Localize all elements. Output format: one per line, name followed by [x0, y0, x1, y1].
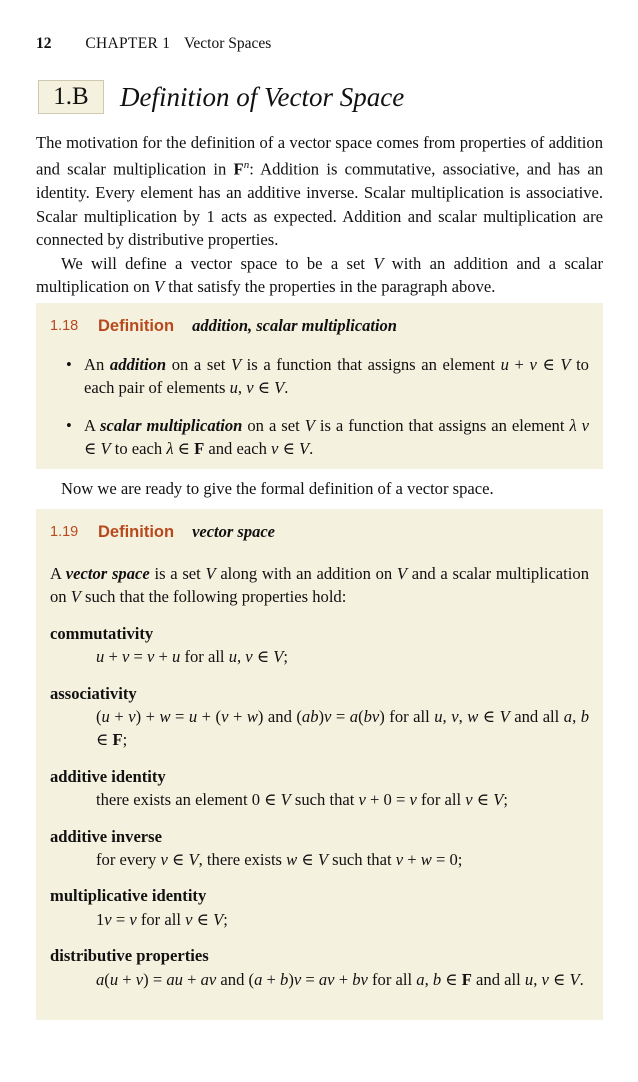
- property-text: (u + v) + w = u + (v + w) and (ab)v = a(bv) for all u, v, w ∈ V and all a, b ∈ F;: [96, 707, 590, 750]
- property-text: 1v = v for all v ∈ V;: [96, 909, 228, 929]
- bullet-text: A scalar multiplication on a set V is a function that assigns an element λ v ∈ V to each λ ∈ F and each v ∈ V.: [84, 415, 589, 459]
- definition-bullet-addition: [50, 353, 589, 400]
- property-additive-inverse: [50, 825, 589, 872]
- property-name: associativity: [50, 683, 137, 703]
- definition-topic: vector space: [192, 522, 275, 541]
- bullet-text: An addition on a set V is a function that assigns an element u + v ∈ V to each pair of elements u, v ∈ V.: [84, 355, 589, 398]
- property-text: u + v = v + u for all u, v ∈ V;: [96, 647, 289, 667]
- definition-bullet-scalar: [50, 414, 589, 461]
- transition-text: Now we are ready to give the formal definition of a vector space.: [61, 479, 494, 498]
- definition-topic: addition, scalar multiplication: [192, 316, 397, 335]
- property-commutativity: [50, 622, 589, 669]
- property-additive-identity: [50, 765, 589, 812]
- property-text: a(u + v) = au + av and (a + b)v = av + bv for all a, b ∈ F and all u, v ∈ V.: [96, 969, 584, 989]
- definition-number: 1.19: [50, 524, 79, 540]
- property-name: multiplicative identity: [50, 886, 207, 906]
- section-heading: [38, 79, 404, 115]
- section-title: Definition of Vector Space: [120, 81, 405, 112]
- property-associativity: [50, 682, 589, 752]
- definition-1-19-box: [36, 509, 603, 1020]
- property-text: there exists an element 0 ∈ V such that v + 0 = v for all v ∈ V;: [96, 790, 508, 810]
- property-name: distributive properties: [50, 946, 209, 966]
- property-name: commutativity: [50, 623, 154, 643]
- page-number: 12: [36, 35, 52, 52]
- section-number: 1.B: [38, 80, 104, 114]
- property-distributive: [50, 944, 589, 991]
- definition-1-18-heading: [50, 314, 589, 338]
- bullet-icon: •: [66, 355, 72, 374]
- definition-label: Definition: [98, 316, 175, 335]
- chapter-label: CHAPTER 1: [85, 35, 171, 52]
- definition-1-19-heading: [50, 520, 589, 544]
- definition-intro: A vector space is a set V along with an addition on V and a scalar multiplication on V such that the following properties hold:: [50, 564, 589, 607]
- property-multiplicative-identity: [50, 884, 589, 931]
- definition-1-18-box: [36, 303, 603, 469]
- chapter-title: Vector Spaces: [183, 35, 272, 52]
- definition-label: Definition: [98, 522, 175, 541]
- property-name: additive identity: [50, 766, 166, 786]
- intro-paragraph-1: The motivation for the definition of a vector space comes from properties of addition and scalar multiplication in $F^n$: Addition is commutative, associative, and has an identity. Every element has an additive inverse. Scalar multiplication is associative. Scalar multiplication by 1 acts as expected. Addition and scalar multiplication are connected by distributive properties.: [36, 133, 603, 250]
- bullet-icon: •: [66, 415, 72, 435]
- property-text: for every v ∈ V, there exists w ∈ V such that v + w = 0;: [96, 850, 463, 870]
- intro-paragraph-2: We will define a vector space to be a set V with an addition and a scalar multiplication on V that satisfy the properties in the paragraph above.: [36, 253, 604, 296]
- definition-number: 1.18: [50, 318, 79, 334]
- intro-text: [36, 131, 603, 298]
- running-head: [36, 34, 271, 54]
- property-name: additive inverse: [50, 826, 162, 846]
